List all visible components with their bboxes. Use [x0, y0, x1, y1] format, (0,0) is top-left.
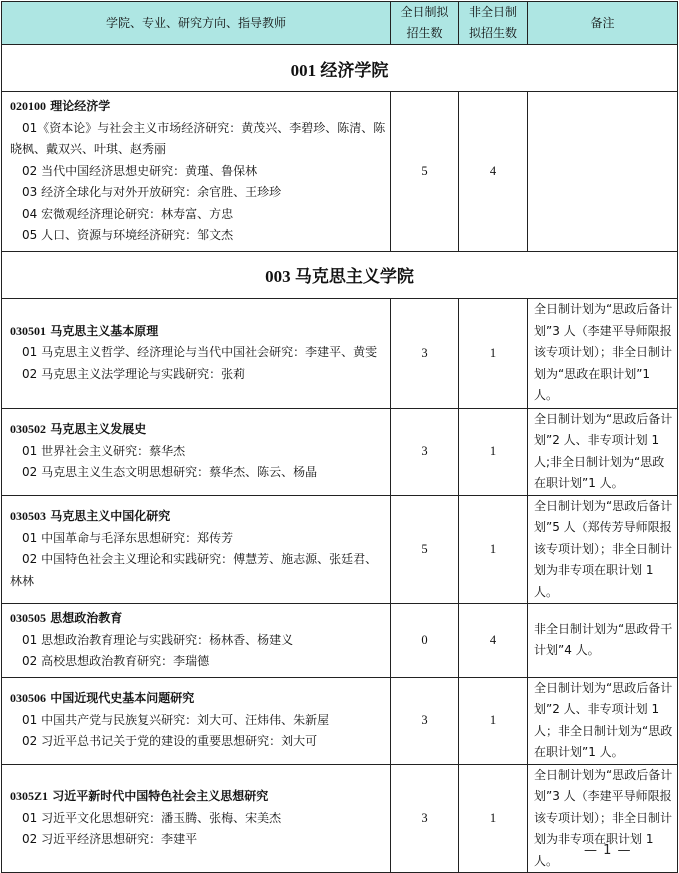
research-direction: 04 宏微观经济理论研究：林寿富、方忠 — [22, 206, 234, 221]
full-time-count: 3 — [391, 764, 459, 873]
major-name: 理论经济学 — [50, 99, 111, 113]
research-direction: 03 经济全球化与对外开放研究：余官胜、王珍珍 — [22, 185, 282, 199]
notes-cell — [528, 92, 678, 252]
major-name: 马克思主义基本原理 — [50, 323, 159, 338]
school-name: 经济学院 — [320, 60, 389, 81]
major-code: 030502 — [10, 422, 46, 437]
part-time-count: 1 — [459, 764, 528, 873]
header-row — [2, 2, 678, 45]
school-title — [2, 251, 678, 298]
research-direction: 02 当代中国经济思想史研究：黄瑾、鲁保林 — [22, 163, 258, 178]
research-direction: 02 高校思想政治教育研究：李瑞德 — [22, 654, 210, 668]
major-row — [2, 764, 678, 873]
major-description — [2, 92, 391, 252]
part-time-count: 1 — [459, 495, 528, 604]
full-time-count: 0 — [391, 604, 459, 678]
part-time-count: 1 — [459, 408, 528, 495]
major-code: 030501 — [10, 323, 46, 338]
major-name: 马克思主义发展史 — [50, 422, 147, 437]
header-part-time: 非全日制拟招生数 — [459, 2, 528, 45]
research-direction: 02 习近平总书记关于党的建设的重要思想研究：刘大可 — [22, 734, 318, 749]
research-direction: 01《资本论》与社会主义市场经济研究：黄茂兴、李碧珍、陈清、陈晓枫、戴双兴、叶琪、赵秀丽 — [10, 120, 386, 156]
part-time-count: 1 — [459, 298, 528, 408]
research-direction: 02 马克思主义生态文明思想研究：蔡华杰、陈云、杨晶 — [22, 465, 318, 480]
full-time-count: 5 — [391, 495, 459, 604]
notes-cell: 全日制计划为“思政后备计划”2 人、非专项计划 1 人;非全日制计划为“思政在职计划”1 人。 — [528, 408, 678, 495]
research-direction: 01 习近平文化思想研究：潘玉腾、张梅、宋美杰 — [22, 810, 282, 825]
part-time-count: 4 — [459, 604, 528, 678]
major-title — [10, 608, 386, 630]
major-code: 0305Z1 — [10, 789, 49, 803]
major-description — [2, 408, 391, 495]
school-code: 001 — [290, 60, 317, 80]
major-title — [10, 96, 386, 118]
major-name: 习近平新时代中国特色社会主义思想研究 — [52, 789, 269, 803]
full-time-count: 3 — [391, 298, 459, 408]
major-code: 030503 — [10, 509, 46, 524]
notes-cell: 全日制计划为“思政后备计划”3 人（李建平导师限报该专项计划）；非全日制计划为非专项在职计划 1 人。 — [528, 764, 678, 873]
major-code: 020100 — [10, 99, 46, 113]
research-direction: 01 中国革命与毛泽东思想研究：郑传芳 — [22, 530, 234, 545]
major-description — [2, 604, 391, 678]
school-row — [2, 251, 678, 298]
research-direction: 02 习近平经济思想研究：李建平 — [22, 832, 198, 846]
research-direction: 05 人口、资源与环境经济研究：邹文杰 — [22, 228, 234, 242]
full-time-count: 3 — [391, 677, 459, 764]
notes-cell: 非全日制计划为“思政骨干计划”4 人。 — [528, 604, 678, 678]
major-code: 030506 — [10, 691, 46, 706]
research-direction: 01 马克思主义哲学、经济理论与当代中国社会研究：李建平、黄雯 — [22, 345, 378, 360]
major-name: 思想政治教育 — [50, 611, 123, 625]
page-number: — 1 — — [584, 843, 632, 858]
major-name: 中国近现代史基本问题研究 — [50, 691, 195, 706]
major-description — [2, 764, 391, 873]
notes-cell: 全日制计划为“思政后备计划”3 人（李建平导师限报该专项计划）；非全日制计划为“思政在职计划”1 人。 — [528, 298, 678, 408]
major-row — [2, 677, 678, 764]
notes-cell: 全日制计划为“思政后备计划”5 人（郑传芳导师限报该专项计划）；非全日制计划为非专项在职计划 1 人。 — [528, 495, 678, 604]
major-code: 030505 — [10, 611, 46, 625]
major-title — [10, 419, 386, 441]
major-title — [10, 321, 386, 343]
major-description — [2, 298, 391, 408]
notes-cell: 全日制计划为“思政后备计划”2 人、非专项计划 1 人；非全日制计划为“思政在职计划”1 人。 — [528, 677, 678, 764]
research-direction: 02 马克思主义法学理论与实践研究：张莉 — [22, 366, 246, 381]
school-code: 003 — [265, 267, 291, 286]
research-direction: 01 思想政治教育理论与实践研究：杨林香、杨建义 — [22, 632, 294, 647]
major-title — [10, 506, 386, 528]
enrollment-table — [1, 1, 678, 873]
major-row — [2, 298, 678, 408]
major-title — [10, 786, 386, 808]
school-name: 马克思主义学院 — [294, 267, 414, 287]
research-direction: 02 中国特色社会主义理论和实践研究：傅慧芳、施志源、张廷君、林林 — [10, 552, 378, 588]
header-full-time: 全日制拟招生数 — [391, 2, 459, 45]
research-direction: 01 中国共产党与民族复兴研究：刘大可、汪炜伟、朱新屋 — [22, 712, 330, 727]
major-name: 马克思主义中国化研究 — [50, 509, 171, 524]
major-description — [2, 677, 391, 764]
major-row — [2, 408, 678, 495]
major-row — [2, 92, 678, 252]
major-title — [10, 688, 386, 710]
part-time-count: 4 — [459, 92, 528, 252]
major-description — [2, 495, 391, 604]
part-time-count: 1 — [459, 677, 528, 764]
school-row — [2, 45, 678, 92]
header-school-major: 学院、专业、研究方向、指导教师 — [2, 2, 391, 45]
major-row — [2, 495, 678, 604]
major-row — [2, 604, 678, 678]
research-direction: 01 世界社会主义研究：蔡华杰 — [22, 443, 186, 458]
header-notes: 备注 — [528, 2, 678, 45]
full-time-count: 5 — [391, 92, 459, 252]
full-time-count: 3 — [391, 408, 459, 495]
school-title — [2, 45, 678, 92]
